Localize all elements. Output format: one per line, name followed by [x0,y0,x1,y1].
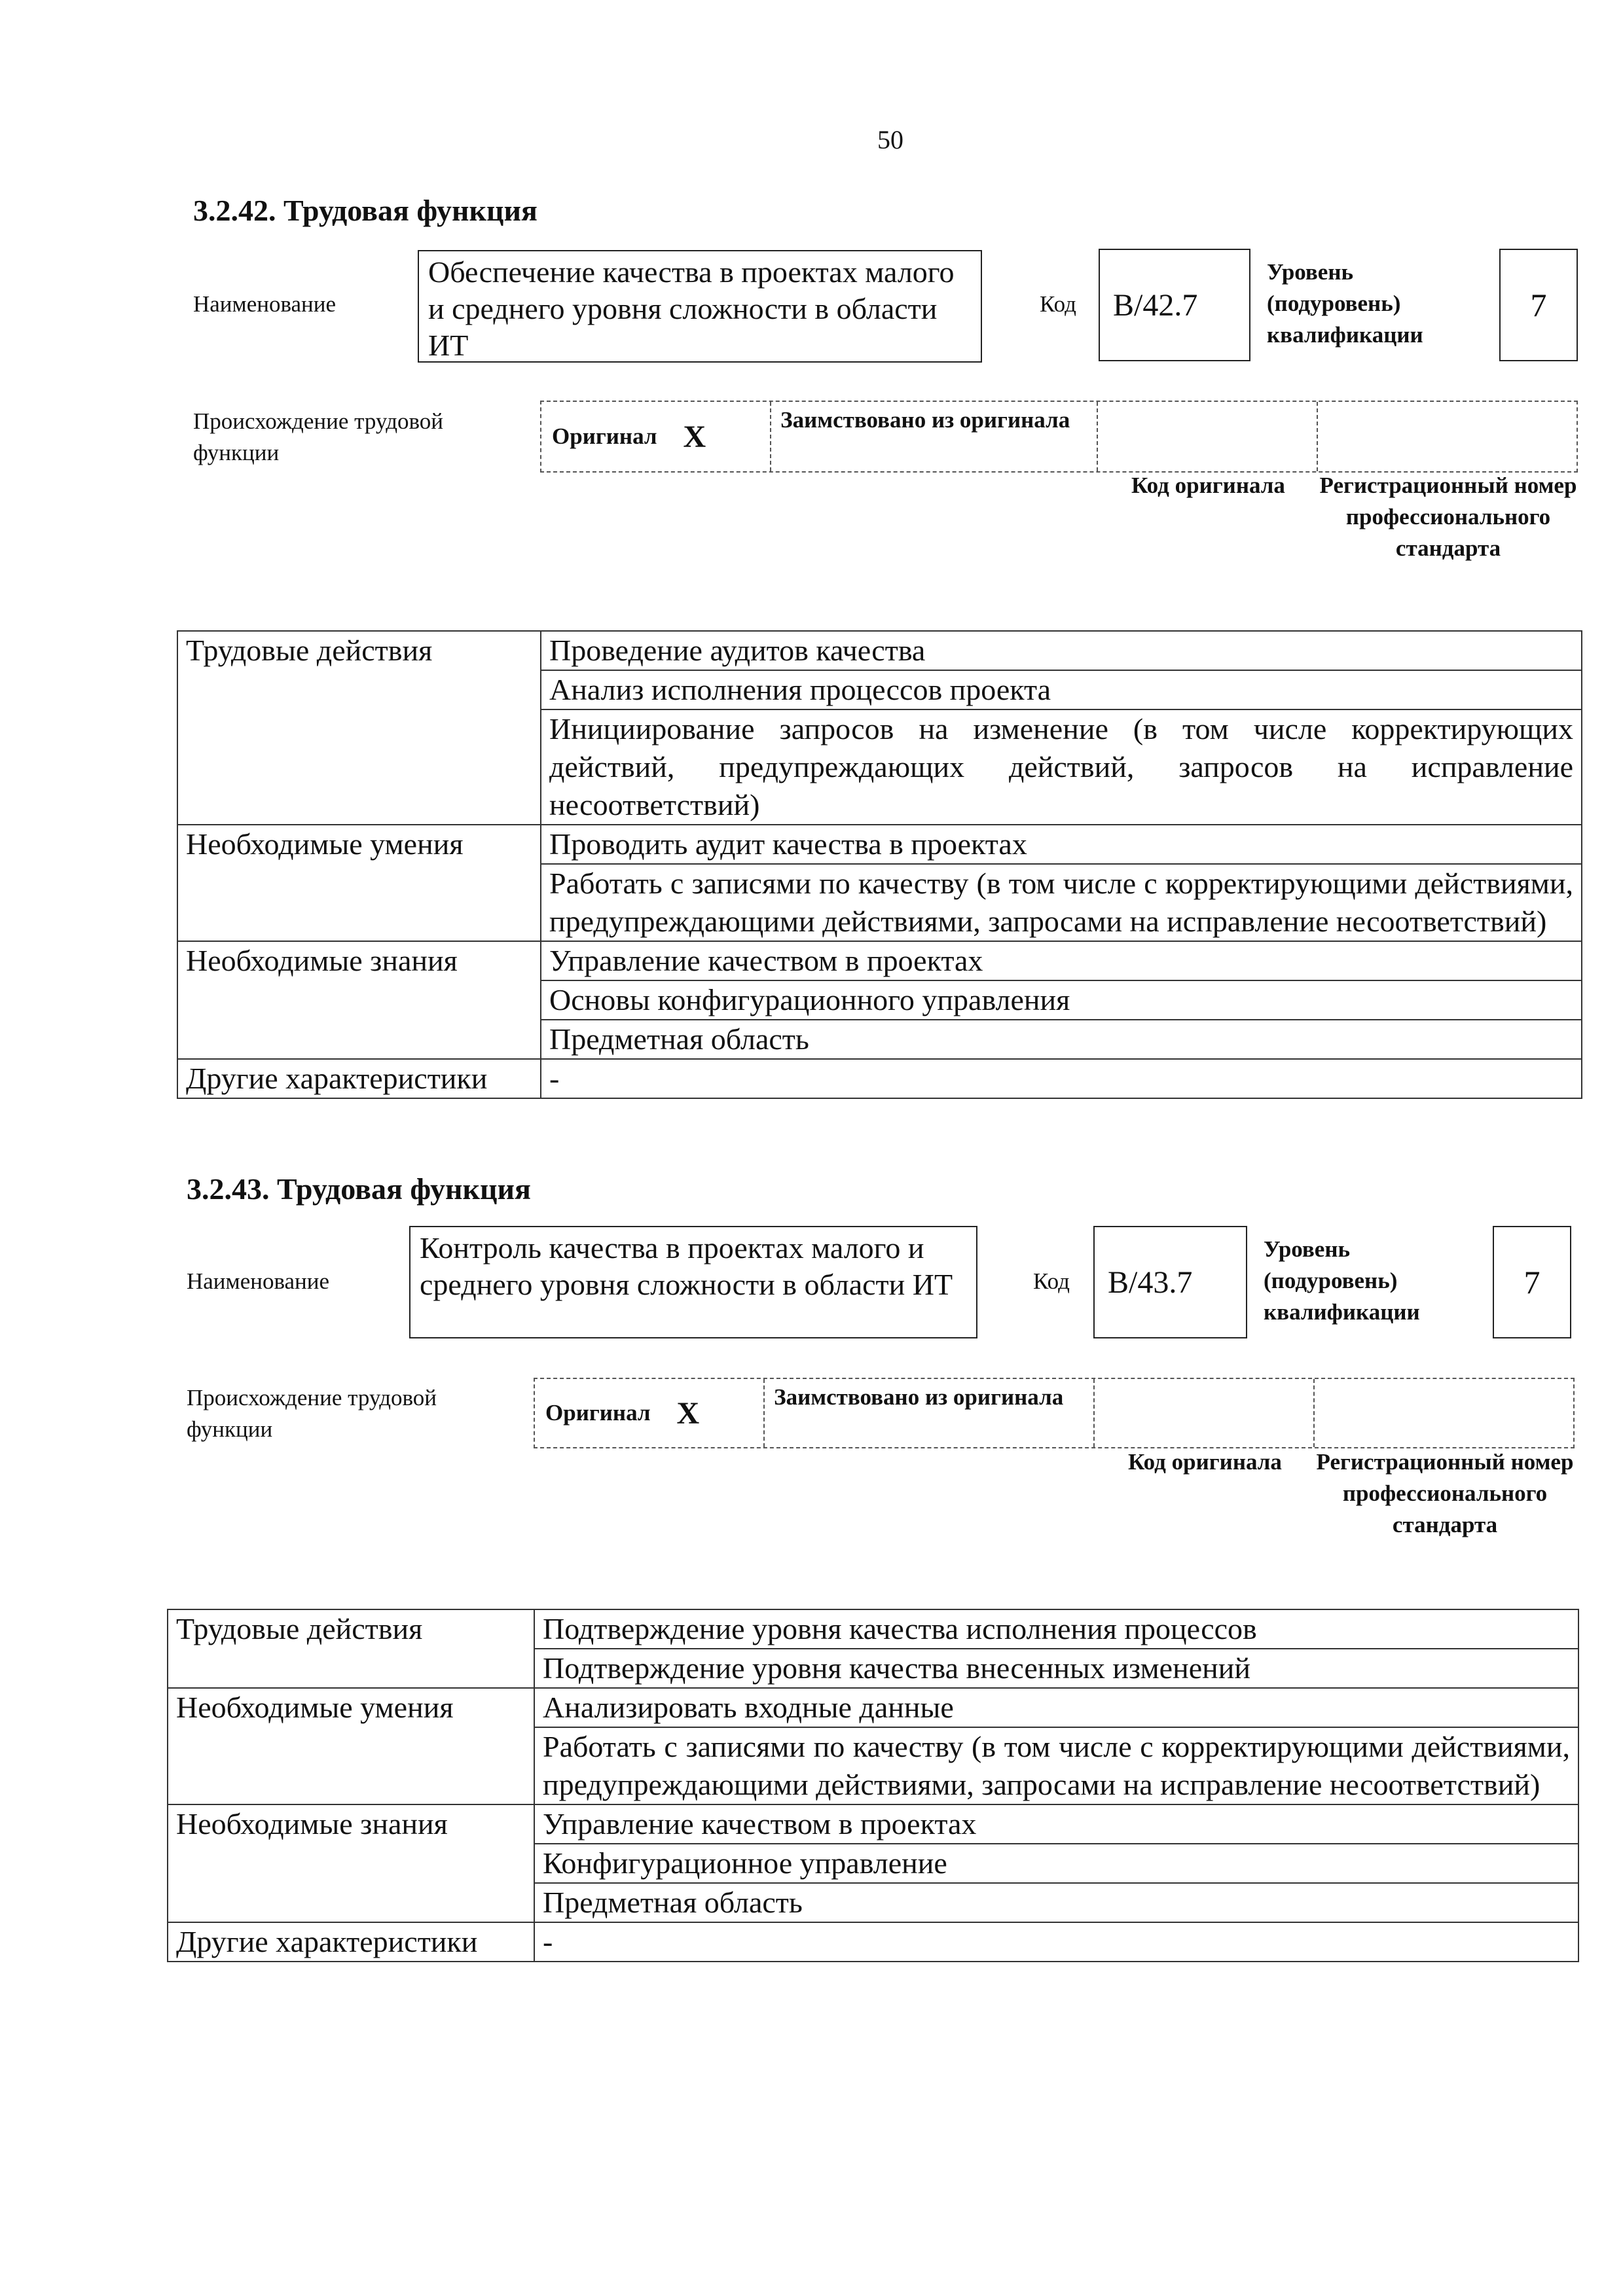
row-header-skills: Необходимые умения [168,1688,534,1727]
level-value-box: 7 [1493,1226,1571,1338]
code-original-cell [1095,1379,1315,1447]
code-original-cell [1098,402,1318,471]
code-label: Код [1033,1268,1070,1294]
table-row [177,631,1582,670]
name-label: Наименование [187,1268,330,1294]
code-label: Код [1040,291,1076,317]
other-value: - [541,1059,1582,1098]
original-mark: X [683,419,706,454]
code-original-caption: Код оригинала [1128,1449,1282,1475]
code-original-caption: Код оригинала [1131,473,1285,498]
row-header-skills: Необходимые умения [177,825,541,864]
table-row [168,1883,1578,1922]
origin-label: Происхождение трудовой функции [187,1385,437,1442]
reg-number-caption: Регистрационный номер профессионального стандарта [1319,473,1577,561]
row-header-knowledge: Необходимые знания [168,1804,534,1844]
labor-action-item: Подтверждение уровня качества исполнения процессов [534,1609,1578,1649]
table-row [168,1804,1578,1844]
table-row [177,1020,1582,1059]
page-number: 50 [877,125,903,154]
function-details-table [167,1609,1579,1962]
labor-action-item: Проведение аудитов качества [541,631,1582,670]
table-row [177,941,1582,980]
section-title: 3.2.42. Трудовая функция [193,194,538,227]
table-row [168,1649,1578,1688]
original-mark: X [676,1395,700,1431]
borrowed-cell: Заимствовано из оригинала [771,402,1098,471]
labor-action-item: Инициирование запросов на изменение (в том числе корректирующих действий, предупреждающих действий, запросов на исправление несоответствий) [541,709,1582,825]
level-label: Уровень (подуровень) квалификации [1264,1236,1420,1325]
section-title: 3.2.43. Трудовая функция [187,1172,531,1206]
row-header-other: Другие характеристики [168,1922,534,1962]
table-row [177,1059,1582,1098]
original-label: Оригинал [545,1400,651,1426]
name-label: Наименование [193,291,337,317]
code-box: В/43.7 [1093,1226,1247,1338]
reg-number-cell [1315,1379,1573,1447]
original-cell [541,402,771,471]
table-row [177,709,1582,825]
row-header-knowledge: Необходимые знания [177,941,541,980]
knowledge-item: Управление качеством в проектах [534,1804,1578,1844]
table-row [168,1727,1578,1804]
table-row [168,1844,1578,1883]
original-cell [535,1379,765,1447]
original-label: Оригинал [552,423,657,449]
function-name-box: Контроль качества в проектах малого и среднего уровня сложности в области ИТ [409,1226,977,1338]
function-details-table [177,630,1582,1099]
skill-item: Работать с записями по качеству (в том числе с корректирующими действиями, предупреждающими действиями, запросами на исправление несоответствий) [534,1727,1578,1804]
origin-row [540,401,1578,473]
knowledge-item: Предметная область [541,1020,1582,1059]
knowledge-item: Предметная область [534,1883,1578,1922]
origin-label: Происхождение трудовой функции [193,408,444,465]
table-row [168,1688,1578,1727]
table-row [177,825,1582,864]
labor-action-item: Подтверждение уровня качества внесенных изменений [534,1649,1578,1688]
skill-item: Работать с записями по качеству (в том числе с корректирующими действиями, предупреждающими действиями, запросами на исправление несоответствий) [541,864,1582,941]
skill-item: Анализировать входные данные [534,1688,1578,1727]
row-header-other: Другие характеристики [177,1059,541,1098]
level-label: Уровень (подуровень) квалификации [1267,259,1423,348]
knowledge-item: Управление качеством в проектах [541,941,1582,980]
row-header-labor-actions: Трудовые действия [168,1609,534,1649]
function-name-box: Обеспечение качества в проектах малого и среднего уровня сложности в области ИТ [418,250,982,363]
table-row [168,1922,1578,1962]
skill-item: Проводить аудит качества в проектах [541,825,1582,864]
reg-number-cell [1318,402,1577,471]
code-box: В/42.7 [1099,249,1250,361]
labor-action-item: Анализ исполнения процессов проекта [541,670,1582,709]
level-value-box: 7 [1499,249,1578,361]
table-row [177,980,1582,1020]
reg-number-caption: Регистрационный номер профессионального стандарта [1316,1449,1574,1537]
table-row [177,864,1582,941]
other-value: - [534,1922,1578,1962]
knowledge-item: Конфигурационное управление [534,1844,1578,1883]
table-row [177,670,1582,709]
knowledge-item: Основы конфигурационного управления [541,980,1582,1020]
origin-row [534,1378,1575,1448]
borrowed-cell: Заимствовано из оригинала [765,1379,1095,1447]
table-row [168,1609,1578,1649]
row-header-labor-actions: Трудовые действия [177,631,541,670]
